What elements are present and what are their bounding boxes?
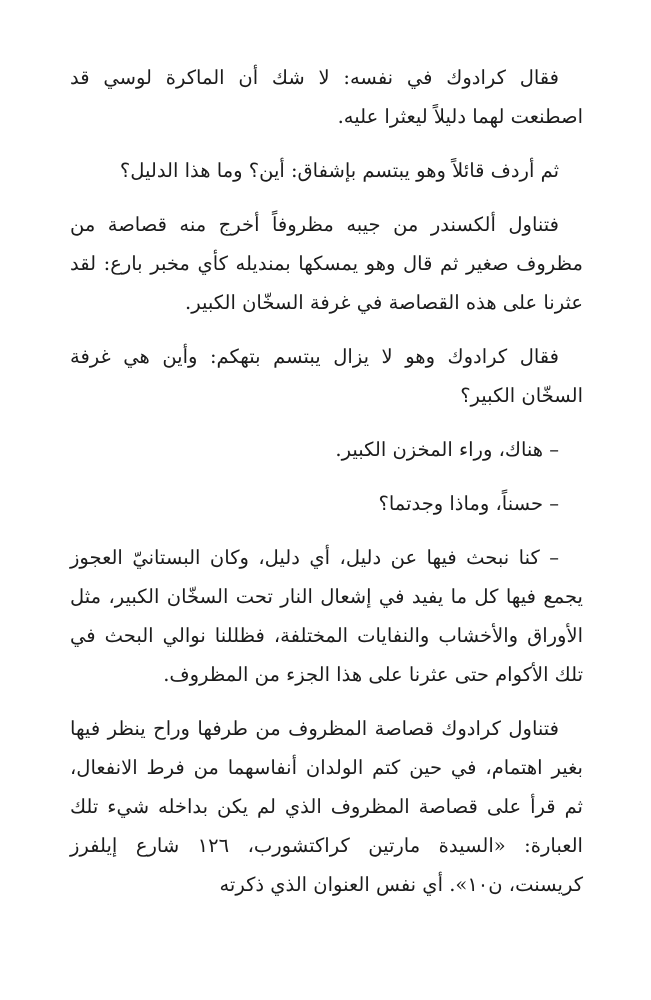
paragraph-1: فقال كرادوك في نفسه: لا شك أن الماكرة لوسي قد اصطنعت لهما دليلاً ليعثرا عليه. (70, 66, 583, 128)
paragraph-5: – كنا نبحث فيها عن دليل، أي دليل، وكان البستانيّ العجوز يجمع فيها كل ما يفيد في إشعال النار تحت السخّان الكبير، مثل الأوراق والأخشاب والنفايات المختلفة، فظللنا نوالي البحث في تلك الأكوام حتى عثرنا على هذا الجزء من المظروف. (70, 546, 583, 686)
paragraph-4: فقال كرادوك وهو لا يزال يبتسم بتهكم: وأين هي غرفة السخّان الكبير؟ (70, 345, 583, 407)
paragraph-2: ثم أردف قائلاً وهو يبتسم بإشفاق: أين؟ وما هذا الدليل؟ (119, 159, 559, 182)
book-page (70, 58, 583, 919)
paragraph-6: فتناول كرادوك قصاصة المظروف من طرفها وراح ينظر فيها بغير اهتمام، في حين كتم الولدان أنفاسهما من فرط الانفعال، ثم قرأ على قصاصة المظروف الذي لم يكن بداخله شيء تلك العبارة: «السيدة مارتين كراكتشورب، ١٢٦ شارع إيلفرز كريسنت، ن١٠». أي نفس العنوان الذي ذكرته (70, 717, 583, 896)
dialog-line-2: – حسناً، وماذا وجدتما؟ (378, 492, 559, 515)
dialog-line-1: – هناك، وراء المخزن الكبير. (335, 438, 559, 461)
paragraph-3: فتناول ألكسندر من جيبه مظروفاً أخرج منه قصاصة من مظروف صغير ثم قال وهو يمسكها بمنديله كأي مخبر بارع: لقد عثرنا على هذه القصاصة في غرفة السخّان الكبير. (70, 213, 583, 314)
